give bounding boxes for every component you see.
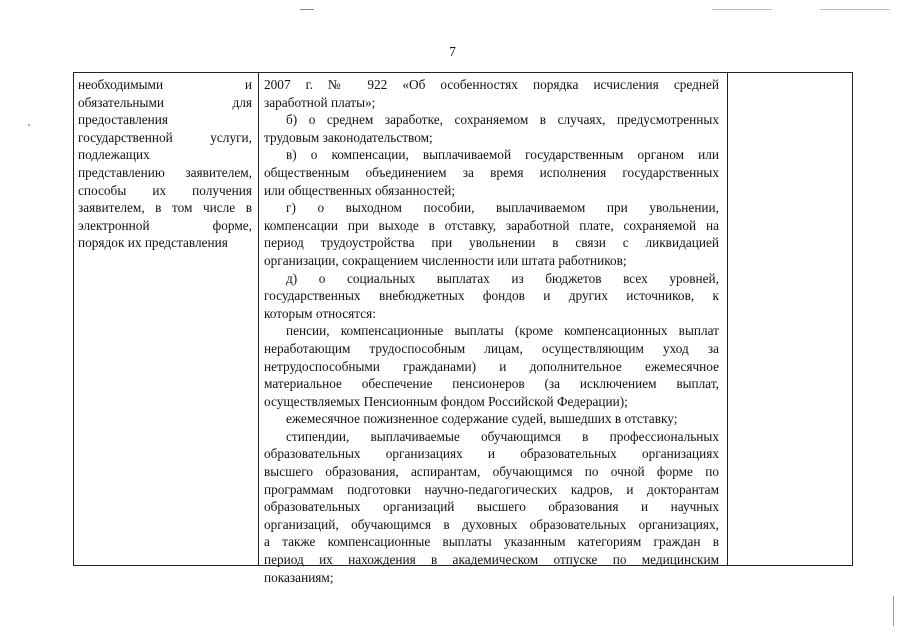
paragraph-line: или общественных обязанностей; xyxy=(264,182,456,198)
column-divider xyxy=(258,73,259,565)
paragraph-line: 2007 г. № 922 «Об особенностях порядка исчисления средней xyxy=(264,77,719,92)
table-cell-column1 xyxy=(78,76,252,252)
scan-artifact xyxy=(893,596,894,626)
cell-text-line: предоставления xyxy=(78,112,169,128)
paragraph-line: б) о среднем заработке, сохраняемом в случаях, предусмотренных xyxy=(286,112,719,128)
scan-artifact xyxy=(712,9,772,10)
scan-artifact xyxy=(28,124,30,126)
cell-text-line: необходимыми и xyxy=(78,77,252,92)
paragraph-line: организаций, обучающимся в духовных образовательных организациях, xyxy=(264,516,719,532)
paragraph-line: г) о выходном пособии, выплачиваемом при увольнении, xyxy=(286,200,719,216)
paragraph-line: пенсии, компенсационные выплаты (кроме компенсационных выплат xyxy=(286,323,719,339)
paragraph-line: период их нахождения в академическом отпуске по медицинским xyxy=(264,552,719,568)
cell-text-line: обязательными для xyxy=(78,94,252,110)
paragraph-line: компенсации при выходе в отставку, заработной плате, сохраняемой на xyxy=(264,217,719,233)
paragraph-line: государственных внебюджетных фондов и других источников, к xyxy=(264,288,719,304)
cell-text-line: государственной услуги, xyxy=(78,129,252,145)
table-cell-column2 xyxy=(264,76,719,586)
cell-text-line: способы их получения xyxy=(78,182,252,198)
cell-text-line: подлежащих xyxy=(78,147,150,163)
paragraph-line: образовательных организаций высшего образования и научных xyxy=(264,499,719,515)
paragraph-line: общественным объединением за время исполнения государственных xyxy=(264,164,719,180)
paragraph-line: организации, сокращением численности или штата работников; xyxy=(264,252,627,268)
paragraph-line: показаниям; xyxy=(264,569,334,585)
paragraph-line: высшего образования, аспирантам, обучающимся по очной форме по xyxy=(264,464,719,480)
paragraph-line: осуществляемых Пенсионным фондом Российской Федерации); xyxy=(264,393,628,409)
paragraph-line: стипендии, выплачиваемые обучающимся в профессиональных xyxy=(286,428,719,444)
paragraph-line: которым относятся: xyxy=(264,305,376,321)
scan-artifact xyxy=(820,9,890,10)
paragraph-line: а также компенсационные выплаты указанным категориям граждан в xyxy=(264,534,719,550)
document-table xyxy=(73,72,853,585)
cell-text-line: порядок их представления xyxy=(78,235,228,251)
paragraph-line: заработной платы»; xyxy=(264,94,376,110)
paragraph-line: период трудоустройства при увольнении в связи с ликвидацией xyxy=(264,235,719,251)
paragraph-line: образовательных организациях и образовательных организациях xyxy=(264,446,719,462)
paragraph-line: ежемесячное пожизненное содержание судей, вышедших в отставку; xyxy=(286,411,678,427)
page-number: 7 xyxy=(449,44,456,59)
paragraph-line: неработающим трудоспособным лицам, осуществляющим уход за xyxy=(264,340,719,356)
cell-text-line: представлению заявителем, xyxy=(78,164,252,180)
column-divider xyxy=(727,73,728,565)
paragraph-line: материальное обеспечение пенсионеров (за исключением выплат, xyxy=(264,376,719,392)
paragraph-line: трудовым законодательством; xyxy=(264,129,433,145)
cell-text-line: заявителем, в том числе в xyxy=(78,200,252,216)
paragraph-line: в) о компенсации, выплачиваемой государственным органом или xyxy=(286,147,719,163)
paragraph-line: программам подготовки научно-педагогических кадров, и докторантам xyxy=(264,481,719,497)
scan-artifact xyxy=(300,9,314,10)
paragraph-line: д) о социальных выплатах из бюджетов всех уровней, xyxy=(286,270,719,286)
cell-text-line: электронной форме, xyxy=(78,217,252,233)
paragraph-line: нетрудоспособными гражданами) и дополнительное ежемесячное xyxy=(264,358,719,374)
